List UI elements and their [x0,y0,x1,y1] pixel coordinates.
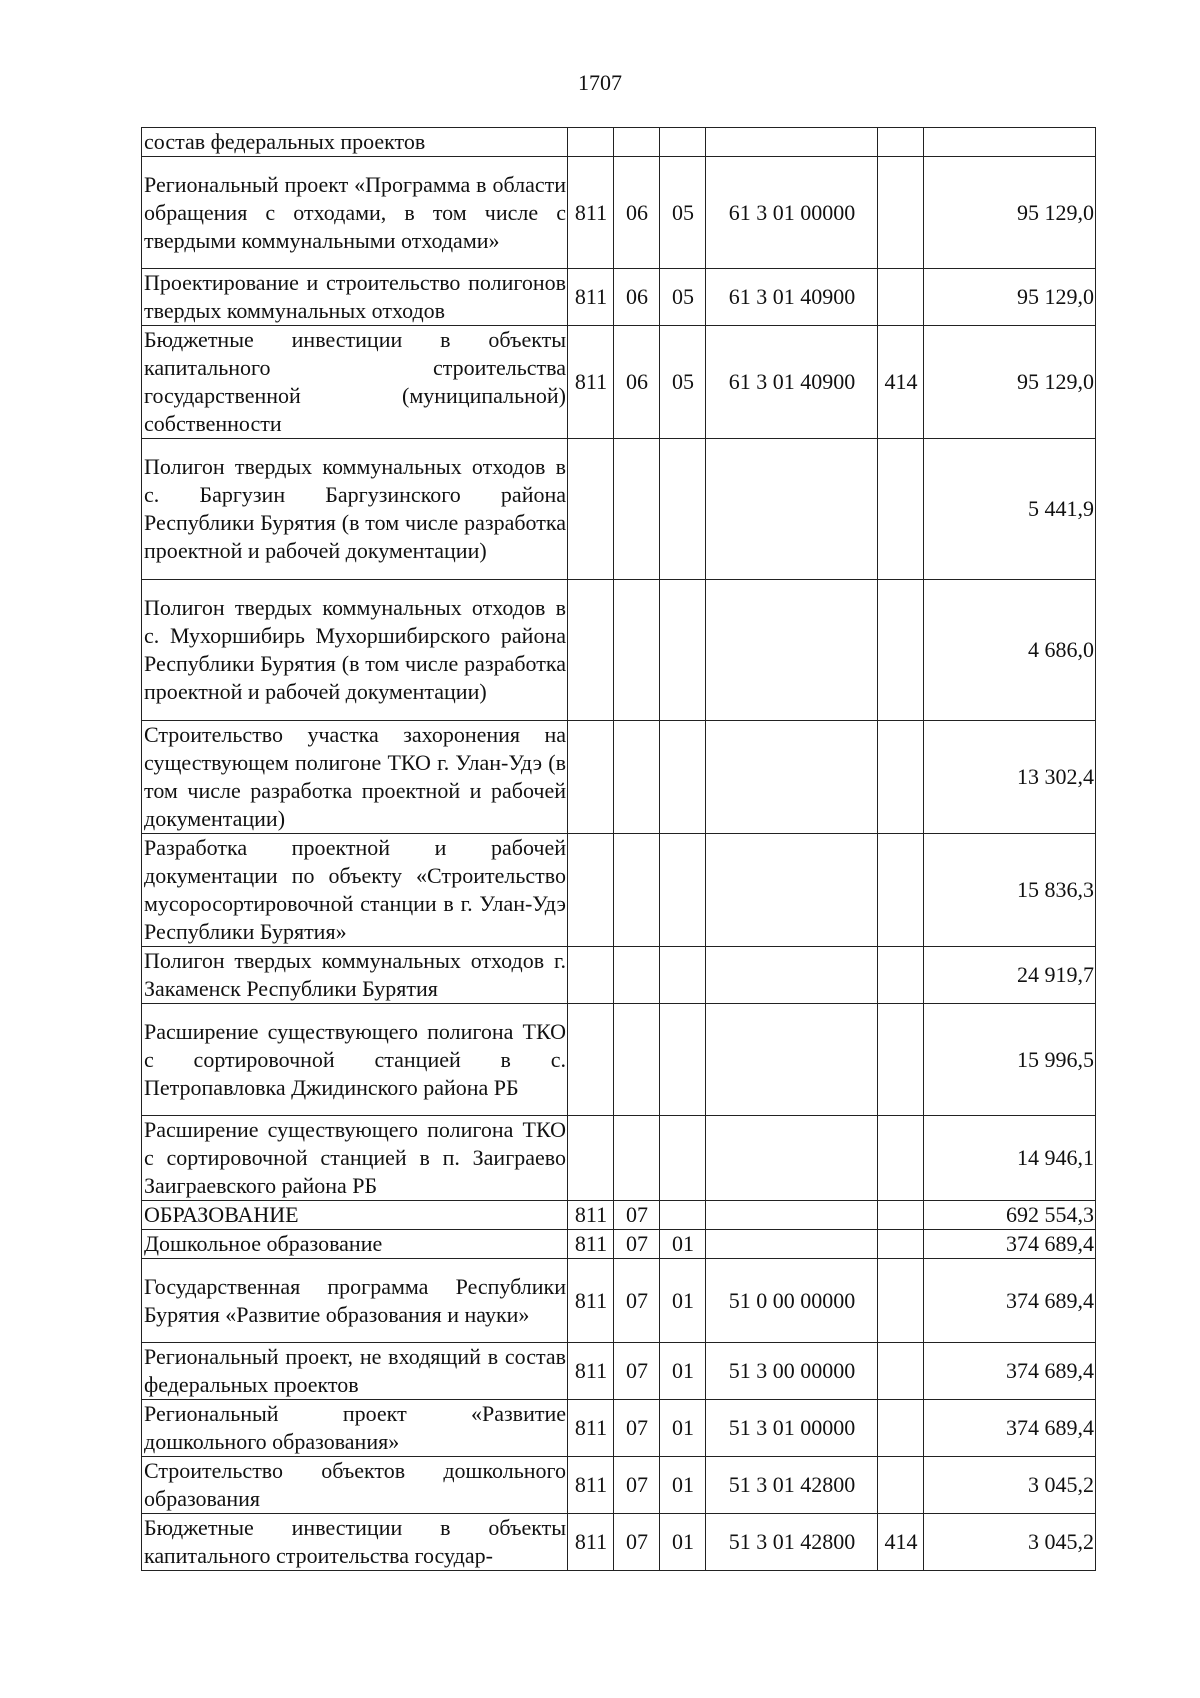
subsection-code-cell: 01 [660,1400,706,1457]
amount-cell: 374 689,4 [924,1343,1096,1400]
row-name-cell: Расширение существующего полигона ТКО с сортировочной станцией в п. Заиграево Заиграевского района РБ [142,1116,568,1201]
subsection-code-cell [660,439,706,580]
section-code-cell [614,834,660,947]
section-code-cell [614,721,660,834]
subsection-code-cell: 01 [660,1457,706,1514]
row-name-cell: ОБРАЗОВАНИЕ [142,1201,568,1230]
ved-code-cell [568,439,614,580]
expense-type-cell [878,1457,924,1514]
table-row [142,1201,1096,1230]
section-code-cell [614,580,660,721]
ved-code-cell [568,721,614,834]
subsection-code-cell [660,128,706,157]
expense-type-cell [878,1230,924,1259]
expense-type-cell [878,1116,924,1201]
page-number: 1707 [578,70,622,95]
section-code-cell: 07 [614,1259,660,1343]
ved-code-cell [568,1116,614,1201]
amount-cell: 14 946,1 [924,1116,1096,1201]
target-item-cell [706,1201,878,1230]
target-item-cell [706,1004,878,1116]
expense-type-cell [878,834,924,947]
row-name-cell: Строительство участка захоронения на существующем полигоне ТКО г. Улан-Удэ (в том числе разработка проектной и рабочей документации) [142,721,568,834]
amount-cell: 4 686,0 [924,580,1096,721]
amount-cell: 15 996,5 [924,1004,1096,1116]
target-item-cell: 51 3 01 00000 [706,1400,878,1457]
ved-code-cell: 811 [568,326,614,439]
amount-cell: 374 689,4 [924,1259,1096,1343]
ved-code-cell: 811 [568,1514,614,1571]
expense-type-cell [878,1201,924,1230]
target-item-cell [706,128,878,157]
table-row [142,1400,1096,1457]
table-row [142,1230,1096,1259]
row-name-cell: Региональный проект, не входящий в состав федеральных проектов [142,1343,568,1400]
expense-type-cell [878,947,924,1004]
subsection-code-cell [660,834,706,947]
row-name-cell: Бюджетные инвестиции в объекты капитального строительства государственной (муниципальной) собственности [142,326,568,439]
table-row [142,580,1096,721]
section-code-cell [614,439,660,580]
expense-type-cell [878,1400,924,1457]
ved-code-cell: 811 [568,269,614,326]
expense-type-cell [878,1343,924,1400]
subsection-code-cell: 01 [660,1230,706,1259]
subsection-code-cell: 05 [660,326,706,439]
amount-cell: 13 302,4 [924,721,1096,834]
expense-type-cell [878,128,924,157]
subsection-code-cell [660,1004,706,1116]
expense-type-cell [878,580,924,721]
target-item-cell [706,439,878,580]
row-name-cell: Расширение существующего полигона ТКО с сортировочной станцией в с. Петропавловка Джидинского района РБ [142,1004,568,1116]
subsection-code-cell: 01 [660,1343,706,1400]
section-code-cell [614,1004,660,1116]
ved-code-cell [568,580,614,721]
row-name-cell: Региональный проект «Развитие дошкольного образования» [142,1400,568,1457]
subsection-code-cell [660,1201,706,1230]
expense-type-cell [878,439,924,580]
target-item-cell: 51 0 00 00000 [706,1259,878,1343]
amount-cell: 692 554,3 [924,1201,1096,1230]
row-name-cell: Разработка проектной и рабочей документации по объекту «Строительство мусоросортировочной станции в г. Улан-Удэ Республики Бурятия» [142,834,568,947]
amount-cell: 3 045,2 [924,1514,1096,1571]
row-name-cell: Полигон твердых коммунальных отходов в с. Мухоршибирь Мухоршибирского района Республики Бурятия (в том числе разработка проектной и рабочей документации) [142,580,568,721]
expense-type-cell [878,157,924,269]
amount-cell: 95 129,0 [924,269,1096,326]
table-row [142,128,1096,157]
row-name-cell: Дошкольное образование [142,1230,568,1259]
row-name-cell: состав федеральных проектов [142,128,568,157]
table-row [142,1004,1096,1116]
amount-cell: 15 836,3 [924,834,1096,947]
section-code-cell [614,128,660,157]
ved-code-cell: 811 [568,1343,614,1400]
subsection-code-cell [660,1116,706,1201]
amount-cell: 95 129,0 [924,157,1096,269]
target-item-cell: 61 3 01 40900 [706,269,878,326]
expense-type-cell: 414 [878,326,924,439]
section-code-cell: 06 [614,157,660,269]
amount-cell: 3 045,2 [924,1457,1096,1514]
target-item-cell [706,834,878,947]
target-item-cell: 51 3 00 00000 [706,1343,878,1400]
section-code-cell: 07 [614,1514,660,1571]
row-name-cell: Проектирование и строительство полигонов твердых коммунальных отходов [142,269,568,326]
amount-cell: 24 919,7 [924,947,1096,1004]
ved-code-cell: 811 [568,1230,614,1259]
table-row [142,947,1096,1004]
target-item-cell [706,1116,878,1201]
target-item-cell [706,947,878,1004]
subsection-code-cell: 05 [660,269,706,326]
target-item-cell: 51 3 01 42800 [706,1514,878,1571]
expense-type-cell [878,1004,924,1116]
ved-code-cell: 811 [568,1457,614,1514]
table-row [142,439,1096,580]
ved-code-cell [568,1004,614,1116]
table-row [142,157,1096,269]
subsection-code-cell: 05 [660,157,706,269]
target-item-cell: 61 3 01 00000 [706,157,878,269]
section-code-cell [614,947,660,1004]
expense-type-cell [878,721,924,834]
target-item-cell: 51 3 01 42800 [706,1457,878,1514]
ved-code-cell: 811 [568,1259,614,1343]
amount-cell: 5 441,9 [924,439,1096,580]
target-item-cell [706,1230,878,1259]
subsection-code-cell [660,580,706,721]
section-code-cell: 07 [614,1201,660,1230]
target-item-cell [706,580,878,721]
section-code-cell: 06 [614,326,660,439]
row-name-cell: Полигон твердых коммунальных отходов в с. Баргузин Баргузинского района Республики Бурятия (в том числе разработка проектной и рабочей документации) [142,439,568,580]
subsection-code-cell [660,721,706,834]
table-row [142,326,1096,439]
row-name-cell: Строительство объектов дошкольного образования [142,1457,568,1514]
row-name-cell: Региональный проект «Программа в области обращения с отходами, в том числе с твердыми коммунальными отходами» [142,157,568,269]
table-row [142,1116,1096,1201]
ved-code-cell: 811 [568,1400,614,1457]
ved-code-cell [568,947,614,1004]
target-item-cell [706,721,878,834]
row-name-cell: Государственная программа Республики Бурятия «Развитие образования и науки» [142,1259,568,1343]
table-row [142,1514,1096,1571]
ved-code-cell: 811 [568,157,614,269]
expense-type-cell [878,269,924,326]
section-code-cell [614,1116,660,1201]
subsection-code-cell [660,947,706,1004]
ved-code-cell [568,128,614,157]
section-code-cell: 07 [614,1457,660,1514]
table-row [142,1457,1096,1514]
table-row [142,721,1096,834]
section-code-cell: 06 [614,269,660,326]
amount-cell [924,128,1096,157]
expense-type-cell [878,1259,924,1343]
budget-table [141,127,1096,1571]
section-code-cell: 07 [614,1343,660,1400]
expense-type-cell: 414 [878,1514,924,1571]
amount-cell: 374 689,4 [924,1400,1096,1457]
table-row [142,269,1096,326]
section-code-cell: 07 [614,1230,660,1259]
subsection-code-cell: 01 [660,1259,706,1343]
table-row [142,1259,1096,1343]
ved-code-cell [568,834,614,947]
section-code-cell: 07 [614,1400,660,1457]
ved-code-cell: 811 [568,1201,614,1230]
table-row [142,834,1096,947]
subsection-code-cell: 01 [660,1514,706,1571]
table-row [142,1343,1096,1400]
target-item-cell: 61 3 01 40900 [706,326,878,439]
amount-cell: 374 689,4 [924,1230,1096,1259]
row-name-cell: Бюджетные инвестиции в объекты капитального строительства государ- [142,1514,568,1571]
row-name-cell: Полигон твердых коммунальных отходов г. Закаменск Республики Бурятия [142,947,568,1004]
amount-cell: 95 129,0 [924,326,1096,439]
